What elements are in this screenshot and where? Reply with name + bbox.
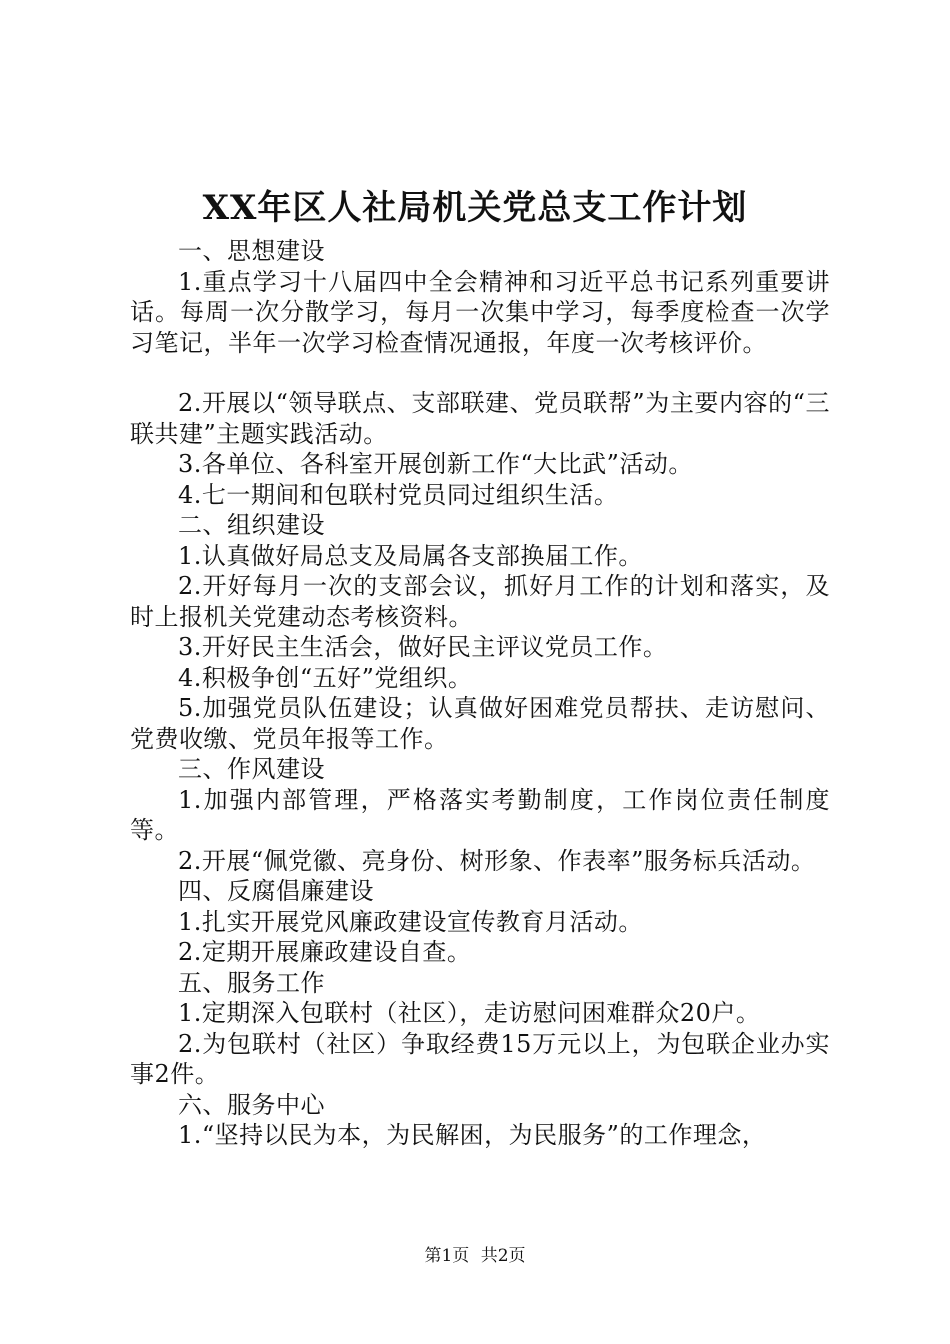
section-heading-ideology: 一、思想建设 — [178, 237, 325, 265]
list-item: 1.定期深入包联村（社区），走访慰问困难群众20户。 — [178, 999, 761, 1027]
section-heading-work-style: 三、作风建设 — [178, 755, 325, 783]
list-item: 5.加强党员队伍建设；认真做好困难党员帮扶、走访慰问、党费收缴、党员年报等工作。 — [130, 694, 830, 753]
list-item: 3.各单位、各科室开展创新工作“大比武”活动。 — [178, 450, 693, 478]
list-item: 4.积极争创“五好”党组织。 — [178, 663, 473, 692]
document-body — [130, 236, 830, 1151]
list-item: 2.开展以“领导联点、支部联建、党员联帮”为主要内容的“三联共建”主题实践活动。 — [130, 389, 830, 448]
list-item: 1.重点学习十八届四中全会精神和习近平总书记系列重要讲话。每周一次分散学习，每月一次集中学习，每季度检查一次学习笔记，半年一次学习检查情况通报，年度一次考核评价。 — [130, 267, 830, 357]
list-item: 2.定期开展廉政建设自查。 — [178, 938, 472, 966]
list-item: 1.“坚持以民为本，为民解困，为民服务”的工作理念， — [178, 1121, 767, 1149]
list-item: 2.开好每月一次的支部会议，抓好月工作的计划和落实，及时上报机关党建动态考核资料。 — [130, 572, 830, 631]
list-item: 1.扎实开展党风廉政建设宣传教育月活动。 — [178, 907, 643, 936]
section-heading-organization: 二、组织建设 — [178, 511, 325, 539]
list-item: 2.为包联村（社区）争取经费15万元以上，为包联企业办实事2件。 — [130, 1029, 830, 1088]
document-title: XX年区人社局机关党总支工作计划 — [202, 188, 748, 228]
list-item: 4.七一期间和包联村党员同过组织生活。 — [178, 480, 619, 509]
list-item: 1.认真做好局总支及局属各支部换届工作。 — [178, 541, 643, 570]
section-heading-service-center: 六、服务中心 — [178, 1090, 325, 1119]
section-heading-service-work: 五、服务工作 — [178, 968, 325, 997]
section-heading-anti-corruption: 四、反腐倡廉建设 — [178, 877, 374, 905]
list-item: 3.开好民主生活会，做好民主评议党员工作。 — [178, 633, 668, 661]
page-total: 共2页 — [480, 1246, 526, 1266]
page-number: 第1页 — [424, 1246, 470, 1266]
page-footer — [0, 1245, 950, 1267]
list-item: 2.开展“佩党徽、亮身份、树形象、作表率”服务标兵活动。 — [178, 846, 816, 875]
list-item: 1.加强内部管理，严格落实考勤制度，工作岗位责任制度等。 — [130, 785, 830, 844]
